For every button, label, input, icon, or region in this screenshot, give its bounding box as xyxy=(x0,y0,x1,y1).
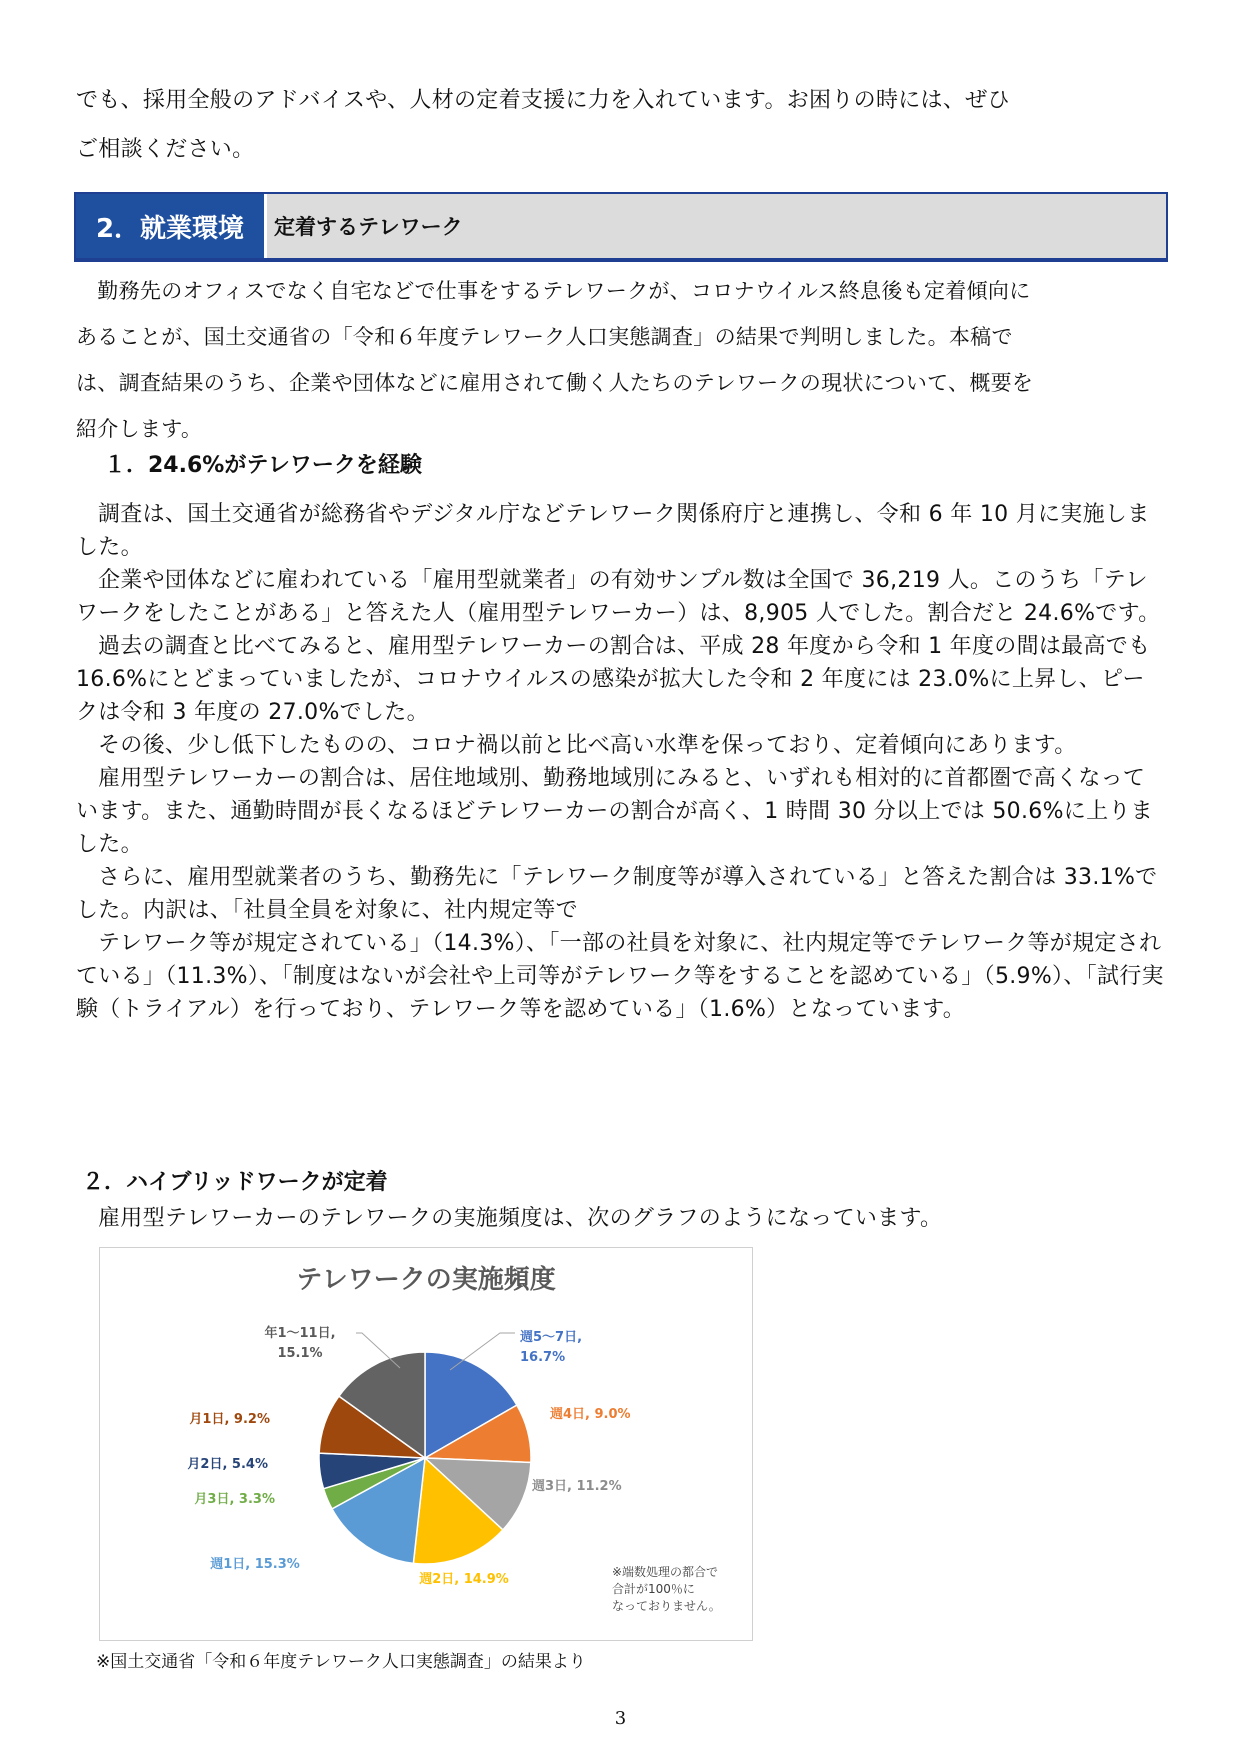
pie-data-label: 週3日, 11.2% xyxy=(532,1479,622,1494)
chart-note-line: 合計が100％に xyxy=(612,1582,695,1596)
section-header xyxy=(74,192,1168,262)
body-paragraph-4: その後、少し低下したものの、コロナ禍以前と比べ高い水準を保っており、定着傾向にあります。 xyxy=(98,733,1077,758)
intro-line-2: ご相談ください。 xyxy=(76,137,255,162)
section-number: 2．就業環境 xyxy=(76,194,267,258)
body-paragraph-5: 雇用型テレワーカーの割合は、居住地域別、勤務地域別にみると、いずれも相対的に首都圏で高くなっています。また、通勤時間が長くなるほどテレワーカーの割合が高く、1 時間 30 分以上では 50.6%に上りました。 xyxy=(76,766,1153,857)
body-paragraph-3: 過去の調査と比べてみると、雇用型テレワーカーの割合は、平成 28 年度から令和 1 年度の間は最高でも 16.6%にとどまっていましたが、コロナウイルスの感染が拡大した令和 2 年度には 23.0%に上昇し、ピークは令和 3 年度の 27.0%でした。 xyxy=(76,634,1151,725)
pie-data-label: 週1日, 15.3% xyxy=(210,1557,300,1572)
lead-line-2: あることが、国土交通省の「令和６年度テレワーク人口実態調査」の結果で判明しました。本稿で xyxy=(76,325,1013,349)
lead-line-1: 勤務先のオフィスでなく自宅などで仕事をするテレワークが、コロナウイルス終息後も定着傾向に xyxy=(76,279,1031,303)
page-number: 3 xyxy=(614,1708,627,1729)
pie-data-label: 年1～11日, 15.1% xyxy=(264,1326,336,1361)
chart-note-line: ※端数処理の都合で xyxy=(612,1565,719,1579)
body-paragraph-6: さらに、雇用型就業者のうち、勤務先に「テレワーク制度等が導入されている」と答えた割合は 33.1%でした。内訳は、「社員全員を対象に、社内規定等で xyxy=(76,865,1158,923)
chart-title: テレワークの実施頻度 xyxy=(296,1265,556,1295)
pie-data-label: 月1日, 9.2% xyxy=(189,1412,270,1427)
pie-data-label: 月3日, 3.3% xyxy=(194,1492,275,1507)
subheading-telework-experience: １．24.6%がテレワークを経験 xyxy=(104,453,422,478)
pie-data-label: 週4日, 9.0% xyxy=(550,1407,631,1422)
section-title: 定着するテレワーク xyxy=(274,215,463,239)
chart-note-line: なっておりません。 xyxy=(612,1599,721,1613)
pie-chart-frame xyxy=(99,1247,753,1641)
pie-data-label: 週5～7日, 16.7% xyxy=(520,1330,583,1365)
source-note: ※国土交通省「令和６年度テレワーク人口実態調査」の結果より xyxy=(96,1652,586,1672)
lead-line-3: は、調査結果のうち、企業や団体などに雇用されて働く人たちのテレワークの現状について、概要を xyxy=(76,371,1034,395)
body-text xyxy=(76,498,1166,1026)
intro-paragraph xyxy=(76,76,1166,174)
graph-intro: 雇用型テレワーカーのテレワークの実施頻度は、次のグラフのようになっています。 xyxy=(98,1206,943,1231)
lead-paragraph xyxy=(76,268,1166,452)
body-paragraph-1: 調査は、国土交通省が総務省やデジタル庁などテレワーク関係府庁と連携し、令和 6 年 10 月に実施しました。 xyxy=(76,502,1150,560)
pie-data-label: 週2日, 14.9% xyxy=(419,1572,509,1587)
intro-line-1: でも、採用全般のアドバイスや、人材の定着支援に力を入れています。お困りの時には、ぜひ xyxy=(76,88,1010,113)
body-paragraph-7: テレワーク等が規定されている」（14.3%）、「一部の社員を対象に、社内規定等でテレワーク等が規定されている」（11.3%）、「制度はないが会社や上司等がテレワーク等をすることを認めている」（5.9%）、「試行実験（トライアル）を行っており、テレワーク等を認めている」（1.6%）となっています。 xyxy=(76,931,1164,1022)
pie-data-label: 月2日, 5.4% xyxy=(187,1457,268,1472)
body-paragraph-2: 企業や団体などに雇われている「雇用型就業者」の有効サンプル数は全国で 36,219 人。このうち「テレワークをしたことがある」と答えた人（雇用型テレワーカー）は、8,905 人でした。割合だと 24.6%です。 xyxy=(76,568,1161,626)
subheading-hybrid-work: ２．ハイブリッドワークが定着 xyxy=(82,1170,388,1195)
pie-chart xyxy=(100,1248,752,1640)
lead-line-4: 紹介します。 xyxy=(76,417,203,441)
